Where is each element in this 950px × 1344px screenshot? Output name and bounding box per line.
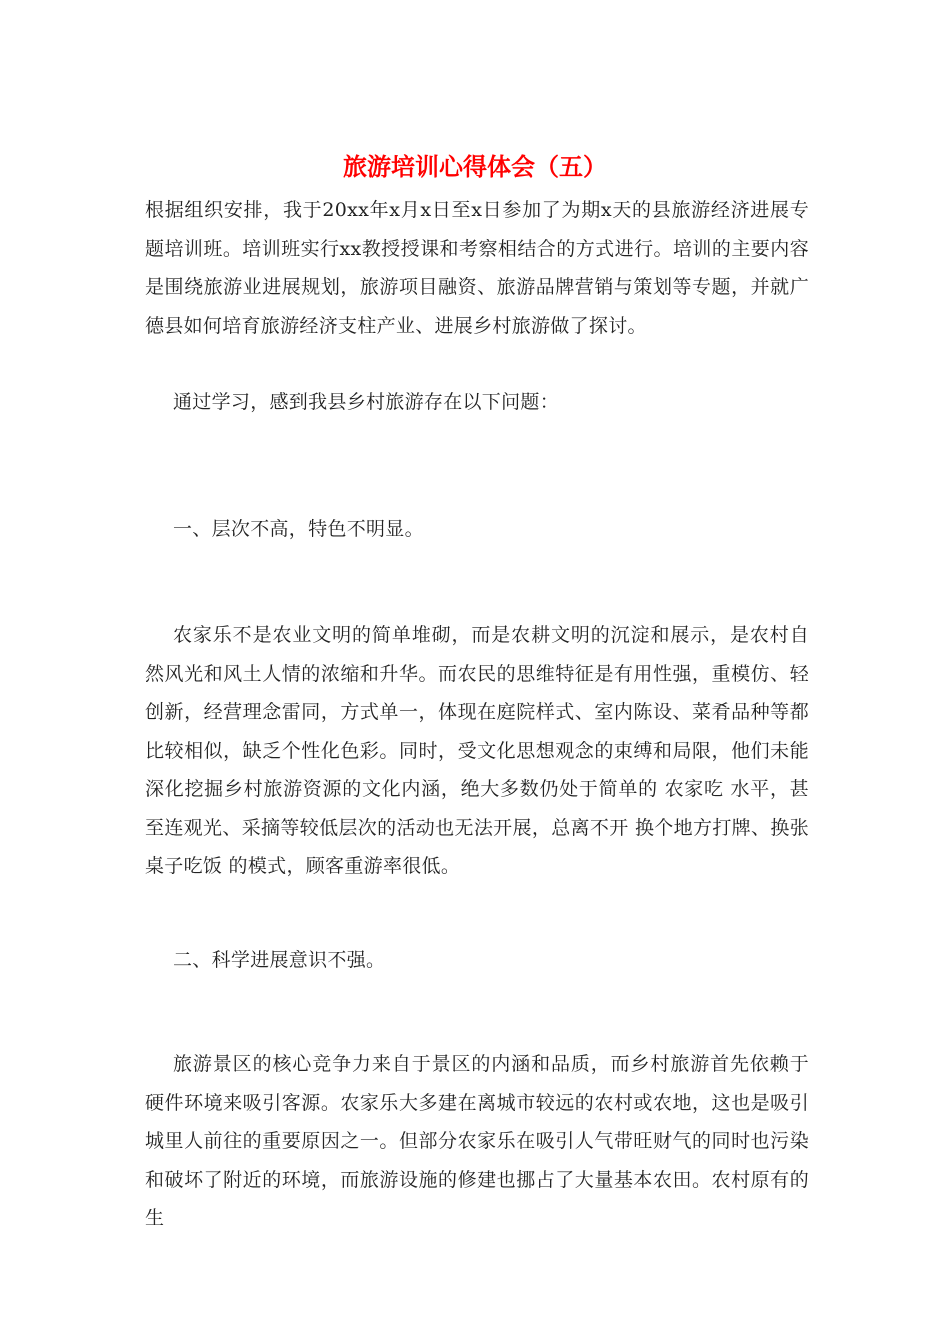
- section-heading-1: 一、层次不高，特色不明显。: [173, 518, 424, 540]
- paragraph-problems-lead: 通过学习，感到我县乡村旅游存在以下问题：: [173, 391, 560, 413]
- paragraph-section-2-body: 旅游景区的核心竞争力来自于景区的内涵和品质，而乡村旅游首先依赖于硬件环境来吸引客源。农家乐大多建在离城市较远的农村或农地，这也是吸引城里人前往的重要原因之一。但部分农家乐在吸引人气带旺财气的同时也污染和破坏了附近的环境，而旅游设施的修建也挪占了大量基本农田。农村原有的生: [145, 1053, 809, 1229]
- document-title: 旅游培训心得体会（五）: [343, 152, 607, 181]
- paragraph-section-1-body: 农家乐不是农业文明的简单堆砌，而是农耕文明的沉淀和展示，是农村自然风光和风土人情的浓缩和升华。而农民的思维特征是有用性强，重模仿、轻创新，经营理念雷同，方式单一，体现在庭院样式、室内陈设、菜肴品种等都比较相似，缺乏个性化色彩。同时，受文化思想观念的束缚和局限，他们未能深化挖掘乡村旅游资源的文化内涵，绝大多数仍处于简单的 农家吃 水平，甚至连观光、采摘等较低层次的活动也无法开展，总离不开 换个地方打牌、换张桌子吃饭 的模式，顾客重游率很低。: [145, 624, 809, 877]
- paragraph-intro: 根据组织安排，我于20xx年x月x日至x日参加了为期x天的县旅游经济进展专题培训班。培训班实行xx教授授课和考察相结合的方式进行。培训的主要内容是围绕旅游业进展规划，旅游项目融资、旅游品牌营销与策划等专题，并就广德县如何培育旅游经济支柱产业、进展乡村旅游做了探讨。: [145, 199, 809, 337]
- section-heading-2: 二、科学进展意识不强。: [173, 949, 386, 971]
